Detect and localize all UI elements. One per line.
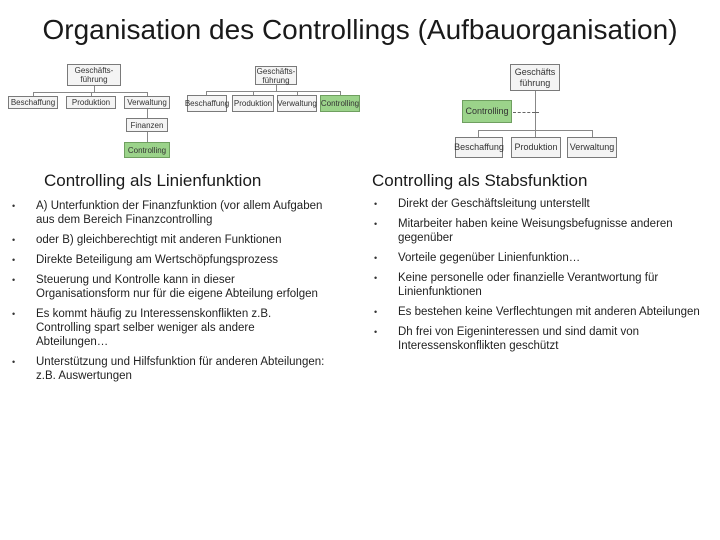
connector-line: [535, 91, 536, 130]
org-box-produktion: Produktion: [66, 96, 116, 109]
org-box-produktion: Produktion: [511, 137, 561, 158]
list-item: • Es kommt häufig zu Interessenskonflikten z.B. Controlling spart selber weniger als andere Abteilungen…: [8, 307, 328, 349]
org-box-controlling: Controlling: [124, 142, 170, 158]
org-box-verwaltung: Verwaltung: [277, 95, 317, 112]
list-item: • A) Unterfunktion der Finanzfunktion (vor allem Aufgaben aus dem Bereich Finanzcontrolling: [8, 199, 328, 227]
stabsfunktion-heading: Controlling als Stabsfunktion: [372, 171, 588, 190]
list-item: • Steuerung und Kontrolle kann in dieser Organisationsform nur für die eigene Abteilung erfolgen: [8, 273, 328, 301]
list-item: • Keine personelle oder finanzielle Verantwortung für Linienfunktionen: [370, 271, 700, 299]
connector-line: [478, 130, 479, 137]
org-box-verwaltung: Verwaltung: [567, 137, 617, 158]
list-item: • oder B) gleichberechtigt mit anderen Funktionen: [8, 233, 328, 247]
staff-connector-line: [513, 112, 535, 113]
org-box-controlling: Controlling: [462, 100, 512, 123]
connector-line: [592, 130, 593, 137]
staff-connector-line: [535, 112, 539, 113]
connector-line: [147, 132, 148, 142]
page-title: Organisation des Controllings (Aufbauorganisation): [42, 14, 678, 45]
connector-line: [33, 92, 147, 93]
org-box-verwaltung: Verwaltung: [124, 96, 170, 109]
list-item: • Direkt der Geschäftsleitung unterstellt: [370, 197, 700, 211]
org-box-beschaffung: Beschaffung: [8, 96, 58, 109]
list-item: • Vorteile gegenüber Linienfunktion…: [370, 251, 700, 265]
org-box-geschaeftsfuehrung: Geschäfts- führung: [67, 64, 121, 86]
linienfunktion-heading: Controlling als Linienfunktion: [44, 171, 262, 190]
org-box-beschaffung: Beschaffung: [455, 137, 503, 158]
linienfunktion-list: [8, 199, 328, 389]
connector-line: [535, 130, 536, 137]
list-item: • Direkte Beteiligung am Wertschöpfungsprozess: [8, 253, 328, 267]
connector-line: [147, 109, 148, 118]
list-item: • Es bestehen keine Verflechtungen mit anderen Abteilungen: [370, 305, 700, 319]
stabsfunktion-list: [370, 197, 700, 359]
org-box-geschaeftsfuehrung: Geschäfts- führung: [256, 66, 296, 85]
list-item: • Mitarbeiter haben keine Weisungsbefugnisse anderen gegenüber: [370, 217, 700, 245]
org-box-geschaeftsfuehrung: Geschäfts führung: [510, 64, 560, 91]
org-box-controlling: Controlling: [320, 95, 360, 112]
list-item: • Unterstützung und Hilfsfunktion für anderen Abteilungen: z.B. Auswertungen: [8, 355, 328, 383]
connector-line: [206, 91, 340, 92]
list-item: • Dh frei von Eigeninteressen und sind damit von Interessenskonflikten geschützt: [370, 325, 700, 353]
org-box-produktion: Produktion: [232, 95, 274, 112]
org-box-beschaffung: Beschaffung: [187, 95, 227, 112]
org-box-finanzen: Finanzen: [126, 118, 168, 132]
